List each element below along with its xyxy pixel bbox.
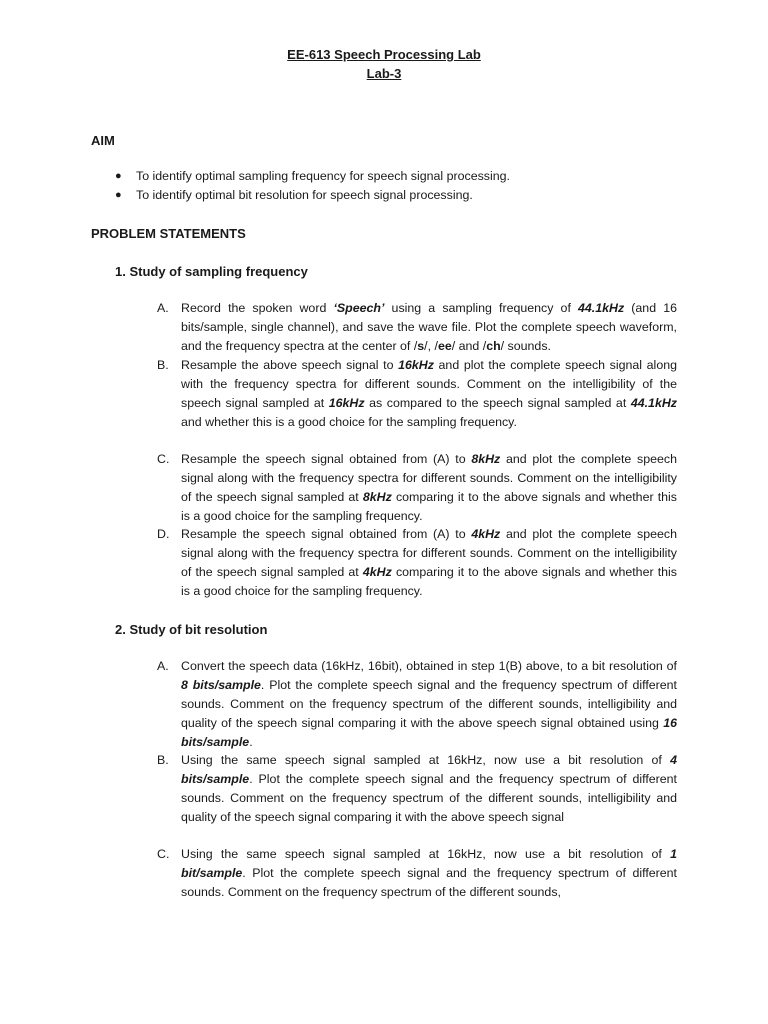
bullet-dot-icon: ●: [115, 170, 122, 182]
section1-heading: 1. Study of sampling frequency: [115, 264, 308, 279]
item-marker: A.: [157, 301, 169, 315]
section1-item-a: Record the spoken word ‘Speech’ using a sampling frequency of 44.1kHz (and 16 bits/sample, single channel), and save the wave file. Plot the complete speech waveform, and the frequency spectra at the center of /s/, /ee/ and /ch/ sounds.: [181, 301, 677, 353]
section2-heading: 2. Study of bit resolution: [115, 622, 268, 637]
bullet-dot-icon: ●: [115, 189, 122, 201]
item-marker: B.: [157, 358, 169, 372]
aim-bullet-2: To identify optimal bit resolution for speech signal processing.: [136, 188, 473, 202]
course-title: EE-613 Speech Processing Lab: [287, 47, 481, 62]
aim-heading: AIM: [91, 133, 115, 148]
section1-item-d: Resample the speech signal obtained from (A) to 4kHz and plot the complete speech signal along with the frequency spectra for different sounds. Comment on the intelligibility of the speech signal sampled at 4kHz comparing it to the above signals and whether this is a good choice for the sampling frequency.: [181, 527, 677, 598]
aim-bullet-1: To identify optimal sampling frequency for speech signal processing.: [136, 169, 510, 183]
section2-item-a: Convert the speech data (16kHz, 16bit), obtained in step 1(B) above, to a bit resolution of 8 bits/sample. Plot the complete speech signal and the frequency spectrum of different sounds. Comment on the frequency spectrum of the different sounds, intelligibility and quality of the speech signal comparing it with the above speech signal obtained using 16 bits/sample.: [181, 659, 678, 749]
section1-item-b: Resample the above speech signal to 16kHz and plot the complete speech signal along with the frequency spectra for different sounds. Comment on the intelligibility of the speech signal sampled at 16kHz as compared to the speech signal sampled at 44.1kHz and whether this is a good choice for the sampling frequency.: [181, 358, 677, 429]
section2-item-c: Using the same speech signal sampled at 16kHz, now use a bit resolution of 1 bit/sample. Plot the complete speech signal and the frequency spectrum of different sounds. Comment on the frequency spectrum of the different sounds,: [181, 847, 677, 899]
item-marker: D.: [157, 527, 170, 541]
item-marker: A.: [157, 659, 169, 673]
item-marker: C.: [157, 847, 170, 861]
lab-title: Lab-3: [366, 66, 402, 81]
item-marker: B.: [157, 753, 169, 767]
item-marker: C.: [157, 452, 170, 466]
problem-statements-heading: PROBLEM STATEMENTS: [91, 226, 246, 241]
section2-item-b: Using the same speech signal sampled at 16kHz, now use a bit resolution of 4 bits/sample. Plot the complete speech signal and the frequency spectrum of different sounds. Comment on the frequency spectrum of the different sounds, intelligibility and quality of the speech signal comparing it with the above speech signal: [181, 753, 677, 824]
section1-item-c: Resample the speech signal obtained from (A) to 8kHz and plot the complete speech signal along with the frequency spectra for different sounds. Comment on the intelligibility of the speech signal sampled at 8kHz comparing it to the above signals and whether this is a good choice for the sampling frequency.: [181, 452, 677, 523]
